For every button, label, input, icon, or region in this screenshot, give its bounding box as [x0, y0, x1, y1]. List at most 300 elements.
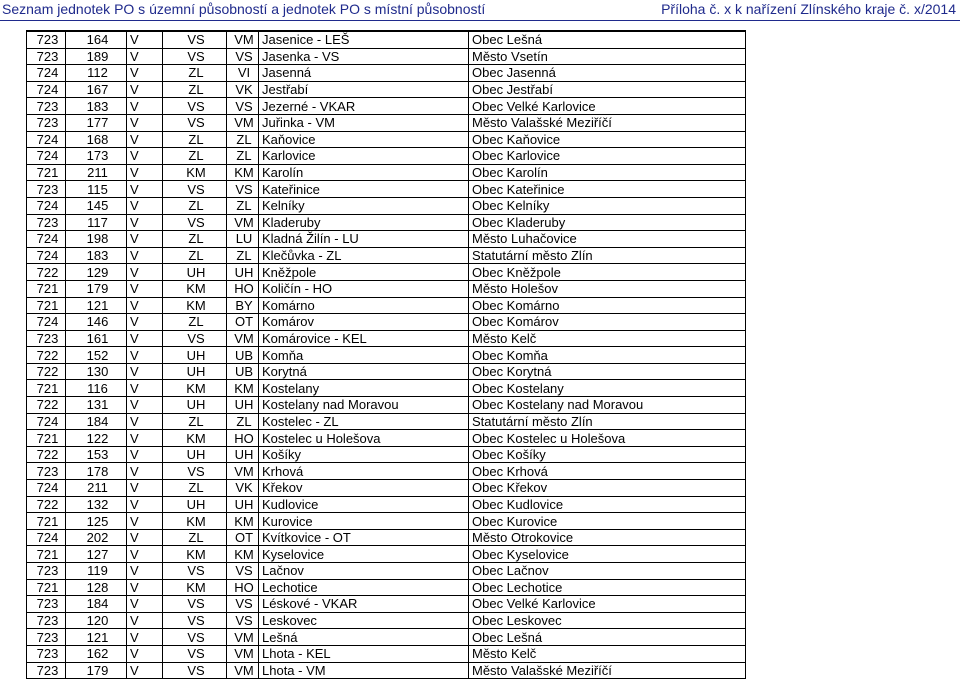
table-cell: 189: [66, 48, 127, 65]
table-cell: KM: [163, 297, 227, 314]
table-row: [27, 612, 746, 629]
table-row: [27, 280, 746, 297]
table-cell: UH: [163, 264, 227, 281]
table-cell: Kudlovice: [259, 496, 469, 513]
table-row: [27, 380, 746, 397]
table-cell: OT: [227, 529, 259, 546]
table-cell: ZL: [163, 81, 227, 98]
table-cell: Obec Kostelany: [469, 380, 746, 397]
table-row: [27, 446, 746, 463]
table-cell: Leskovec: [259, 612, 469, 629]
table-cell: 116: [66, 380, 127, 397]
table-cell: 723: [27, 181, 66, 198]
table-row: [27, 164, 746, 181]
table-cell: 131: [66, 397, 127, 414]
table-cell: V: [127, 463, 163, 480]
table-cell: VS: [227, 48, 259, 65]
table-cell: ZL: [163, 231, 227, 248]
table-cell: Obec Karlovice: [469, 148, 746, 165]
table-cell: Korytná: [259, 363, 469, 380]
table-cell: Obec Kudlovice: [469, 496, 746, 513]
table-cell: Kostelec - ZL: [259, 413, 469, 430]
table-cell: Obec Křekov: [469, 480, 746, 497]
table-cell: VM: [227, 31, 259, 48]
table-cell: Obec Komárov: [469, 314, 746, 331]
table-cell: Jasenná: [259, 65, 469, 82]
table-cell: V: [127, 48, 163, 65]
table-cell: ZL: [163, 247, 227, 264]
table-cell: ZL: [163, 197, 227, 214]
table-cell: 723: [27, 563, 66, 580]
table-cell: Město Otrokovice: [469, 529, 746, 546]
table-cell: 722: [27, 446, 66, 463]
table-cell: Město Valašské Meziříčí: [469, 114, 746, 131]
table-cell: 130: [66, 363, 127, 380]
table-cell: 724: [27, 480, 66, 497]
table-row: [27, 579, 746, 596]
table-cell: KM: [227, 380, 259, 397]
table-cell: 721: [27, 579, 66, 596]
table-cell: Klečůvka - ZL: [259, 247, 469, 264]
table-cell: V: [127, 629, 163, 646]
table-cell: KM: [163, 546, 227, 563]
table-cell: 723: [27, 612, 66, 629]
table-cell: Obec Kněžpole: [469, 264, 746, 281]
table-cell: HO: [227, 579, 259, 596]
table-cell: Kladná Žilín - LU: [259, 231, 469, 248]
table-cell: 722: [27, 397, 66, 414]
table-cell: Obec Jasenná: [469, 65, 746, 82]
table-cell: 723: [27, 463, 66, 480]
table-cell: Jestřabí: [259, 81, 469, 98]
table-cell: ZL: [227, 148, 259, 165]
table-cell: KM: [163, 579, 227, 596]
table-cell: Obec Kateřinice: [469, 181, 746, 198]
table-cell: VK: [227, 81, 259, 98]
table-cell: VM: [227, 463, 259, 480]
table-cell: Obec Kladeruby: [469, 214, 746, 231]
table-cell: V: [127, 264, 163, 281]
table-cell: V: [127, 98, 163, 115]
table-row: [27, 197, 746, 214]
table-cell: KM: [227, 513, 259, 530]
table-cell: Karolín: [259, 164, 469, 181]
table-row: [27, 496, 746, 513]
table-cell: Lačnov: [259, 563, 469, 580]
table-cell: Kelníky: [259, 197, 469, 214]
table-cell: Léskové - VKAR: [259, 596, 469, 613]
table-cell: VM: [227, 645, 259, 662]
table-cell: 724: [27, 131, 66, 148]
table-cell: 723: [27, 645, 66, 662]
table-cell: 721: [27, 513, 66, 530]
table-cell: UH: [163, 347, 227, 364]
table-cell: Město Kelč: [469, 330, 746, 347]
table-cell: ZL: [163, 413, 227, 430]
table-cell: Obec Kostelec u Holešova: [469, 430, 746, 447]
table-cell: VS: [227, 181, 259, 198]
table-cell: Lhota - KEL: [259, 645, 469, 662]
table-cell: 724: [27, 413, 66, 430]
table-cell: VM: [227, 662, 259, 679]
table-cell: VS: [227, 596, 259, 613]
table-cell: ZL: [227, 247, 259, 264]
table-row: [27, 413, 746, 430]
table-cell: VS: [163, 48, 227, 65]
table-cell: UH: [163, 397, 227, 414]
table-cell: UH: [163, 496, 227, 513]
table-cell: 121: [66, 297, 127, 314]
table-cell: Kladeruby: [259, 214, 469, 231]
table-cell: ZL: [163, 480, 227, 497]
table-cell: VS: [227, 98, 259, 115]
table-cell: VS: [163, 612, 227, 629]
table-cell: V: [127, 65, 163, 82]
table-cell: Obec Komňa: [469, 347, 746, 364]
table-cell: Jasenice - LEŠ: [259, 31, 469, 48]
table-cell: 723: [27, 31, 66, 48]
table-cell: 724: [27, 247, 66, 264]
header-divider: [0, 20, 960, 21]
table-cell: VM: [227, 629, 259, 646]
table-cell: VK: [227, 480, 259, 497]
table-cell: ZL: [163, 529, 227, 546]
table-cell: V: [127, 31, 163, 48]
table-cell: 153: [66, 446, 127, 463]
table-cell: 129: [66, 264, 127, 281]
table-cell: VS: [163, 31, 227, 48]
table-cell: KM: [163, 280, 227, 297]
table-cell: VM: [227, 214, 259, 231]
table-cell: 128: [66, 579, 127, 596]
table-row: [27, 297, 746, 314]
table-cell: Jezerné - VKAR: [259, 98, 469, 115]
table-cell: Obec Jestřabí: [469, 81, 746, 98]
table-cell: Komňa: [259, 347, 469, 364]
table-cell: 198: [66, 231, 127, 248]
table-cell: VS: [163, 596, 227, 613]
table-cell: Juřinka - VM: [259, 114, 469, 131]
table-row: [27, 181, 746, 198]
table-row: [27, 629, 746, 646]
table-cell: 723: [27, 629, 66, 646]
table-cell: ZL: [227, 413, 259, 430]
table-cell: 119: [66, 563, 127, 580]
table-cell: 184: [66, 413, 127, 430]
table-cell: VS: [227, 563, 259, 580]
table-cell: VS: [163, 98, 227, 115]
table-cell: 721: [27, 546, 66, 563]
table-cell: 132: [66, 496, 127, 513]
table-cell: V: [127, 363, 163, 380]
table-cell: Obec Korytná: [469, 363, 746, 380]
table-cell: VS: [163, 114, 227, 131]
table-cell: KM: [163, 380, 227, 397]
table-row: [27, 214, 746, 231]
table-cell: 168: [66, 131, 127, 148]
table-cell: 723: [27, 662, 66, 679]
table-cell: 721: [27, 430, 66, 447]
table-cell: VS: [163, 181, 227, 198]
table-row: [27, 596, 746, 613]
table-cell: V: [127, 430, 163, 447]
table-cell: 177: [66, 114, 127, 131]
table-cell: V: [127, 546, 163, 563]
table-cell: 724: [27, 314, 66, 331]
table-row: [27, 513, 746, 530]
table-cell: 152: [66, 347, 127, 364]
table-cell: UH: [227, 496, 259, 513]
header-annex-label: Příloha č. x k nařízení Zlínského kraje č. x/2014: [661, 1, 956, 17]
table-cell: V: [127, 380, 163, 397]
table-cell: Kněžpole: [259, 264, 469, 281]
table-cell: 724: [27, 231, 66, 248]
table-cell: 722: [27, 264, 66, 281]
table-cell: ZL: [227, 131, 259, 148]
table-cell: KM: [227, 546, 259, 563]
table-cell: UB: [227, 347, 259, 364]
table-cell: Obec Komárno: [469, 297, 746, 314]
table-cell: Jasenka - VS: [259, 48, 469, 65]
table-cell: 211: [66, 480, 127, 497]
table-cell: Obec Kaňovice: [469, 131, 746, 148]
table-cell: HO: [227, 280, 259, 297]
table-cell: Obec Kyselovice: [469, 546, 746, 563]
table-cell: VI: [227, 65, 259, 82]
table-row: [27, 48, 746, 65]
table-row: [27, 264, 746, 281]
table-cell: 722: [27, 496, 66, 513]
table-cell: Kateřinice: [259, 181, 469, 198]
table-cell: Košíky: [259, 446, 469, 463]
table-cell: VS: [163, 645, 227, 662]
units-table-body: [27, 31, 746, 679]
table-row: [27, 563, 746, 580]
table-cell: V: [127, 81, 163, 98]
table-cell: 722: [27, 363, 66, 380]
table-cell: V: [127, 148, 163, 165]
table-cell: Kostelec u Holešova: [259, 430, 469, 447]
table-cell: 115: [66, 181, 127, 198]
table-cell: V: [127, 645, 163, 662]
table-cell: 121: [66, 629, 127, 646]
table-cell: V: [127, 563, 163, 580]
table-cell: 179: [66, 280, 127, 297]
table-cell: ZL: [163, 131, 227, 148]
table-cell: VS: [163, 330, 227, 347]
table-cell: Količín - HO: [259, 280, 469, 297]
table-cell: Město Luhačovice: [469, 231, 746, 248]
table-cell: Město Kelč: [469, 645, 746, 662]
table-cell: 724: [27, 148, 66, 165]
table-cell: Kurovice: [259, 513, 469, 530]
table-cell: V: [127, 662, 163, 679]
table-cell: V: [127, 347, 163, 364]
table-cell: 145: [66, 197, 127, 214]
table-cell: VS: [163, 629, 227, 646]
table-cell: Obec Kostelany nad Moravou: [469, 397, 746, 414]
table-cell: Obec Velké Karlovice: [469, 98, 746, 115]
table-cell: 125: [66, 513, 127, 530]
table-cell: V: [127, 529, 163, 546]
table-cell: V: [127, 496, 163, 513]
table-cell: VS: [163, 563, 227, 580]
table-row: [27, 430, 746, 447]
table-cell: 723: [27, 114, 66, 131]
table-cell: OT: [227, 314, 259, 331]
table-cell: Obec Leskovec: [469, 612, 746, 629]
page-header: [0, 0, 960, 22]
table-cell: V: [127, 164, 163, 181]
table-cell: 161: [66, 330, 127, 347]
table-cell: V: [127, 114, 163, 131]
table-cell: V: [127, 314, 163, 331]
table-cell: 721: [27, 164, 66, 181]
table-cell: KM: [163, 513, 227, 530]
table-cell: Kvítkovice - OT: [259, 529, 469, 546]
table-cell: VS: [227, 612, 259, 629]
table-row: [27, 131, 746, 148]
table-cell: 173: [66, 148, 127, 165]
table-row: [27, 114, 746, 131]
table-cell: V: [127, 280, 163, 297]
table-row: [27, 81, 746, 98]
table-cell: UH: [227, 264, 259, 281]
table-cell: V: [127, 397, 163, 414]
table-cell: V: [127, 612, 163, 629]
table-cell: 184: [66, 596, 127, 613]
table-row: [27, 662, 746, 679]
table-cell: KM: [227, 164, 259, 181]
table-cell: 211: [66, 164, 127, 181]
table-cell: VS: [163, 662, 227, 679]
table-cell: 127: [66, 546, 127, 563]
table-row: [27, 363, 746, 380]
table-cell: UB: [227, 363, 259, 380]
table-cell: Obec Krhová: [469, 463, 746, 480]
table-cell: Kostelany nad Moravou: [259, 397, 469, 414]
table-row: [27, 645, 746, 662]
table-cell: V: [127, 330, 163, 347]
table-row: [27, 31, 746, 48]
table-cell: Kostelany: [259, 380, 469, 397]
table-row: [27, 231, 746, 248]
table-cell: 721: [27, 280, 66, 297]
table-cell: Obec Karolín: [469, 164, 746, 181]
table-cell: 179: [66, 662, 127, 679]
table-cell: VS: [163, 463, 227, 480]
table-cell: 723: [27, 98, 66, 115]
table-cell: 120: [66, 612, 127, 629]
table-cell: V: [127, 297, 163, 314]
table-cell: 167: [66, 81, 127, 98]
units-table: [26, 30, 746, 679]
table-row: [27, 529, 746, 546]
table-cell: 162: [66, 645, 127, 662]
table-cell: ZL: [163, 65, 227, 82]
table-cell: Statutární město Zlín: [469, 247, 746, 264]
table-cell: Lešná: [259, 629, 469, 646]
table-cell: Obec Kurovice: [469, 513, 746, 530]
table-cell: V: [127, 413, 163, 430]
table-cell: UH: [163, 446, 227, 463]
table-cell: Krhová: [259, 463, 469, 480]
table-cell: 178: [66, 463, 127, 480]
table-cell: 112: [66, 65, 127, 82]
table-cell: V: [127, 181, 163, 198]
table-cell: Město Vsetín: [469, 48, 746, 65]
table-cell: Karlovice: [259, 148, 469, 165]
table-cell: ZL: [163, 148, 227, 165]
table-cell: KM: [163, 430, 227, 447]
table-cell: 724: [27, 65, 66, 82]
table-cell: ZL: [227, 197, 259, 214]
table-cell: V: [127, 131, 163, 148]
table-cell: V: [127, 579, 163, 596]
table-cell: 122: [66, 430, 127, 447]
table-cell: 146: [66, 314, 127, 331]
table-cell: HO: [227, 430, 259, 447]
table-row: [27, 480, 746, 497]
table-cell: Kaňovice: [259, 131, 469, 148]
table-cell: V: [127, 480, 163, 497]
table-cell: 724: [27, 197, 66, 214]
table-cell: V: [127, 197, 163, 214]
table-cell: 723: [27, 48, 66, 65]
table-cell: VM: [227, 330, 259, 347]
table-row: [27, 65, 746, 82]
table-cell: Křekov: [259, 480, 469, 497]
table-cell: 721: [27, 380, 66, 397]
table-cell: ZL: [163, 314, 227, 331]
table-cell: KM: [163, 164, 227, 181]
table-cell: V: [127, 596, 163, 613]
table-cell: Obec Kelníky: [469, 197, 746, 214]
table-cell: Lhota - VM: [259, 662, 469, 679]
table-row: [27, 463, 746, 480]
table-row: [27, 347, 746, 364]
table-cell: 723: [27, 596, 66, 613]
table-cell: V: [127, 247, 163, 264]
table-cell: Obec Lačnov: [469, 563, 746, 580]
table-cell: 723: [27, 330, 66, 347]
table-cell: Komárovice - KEL: [259, 330, 469, 347]
table-row: [27, 247, 746, 264]
table-cell: Obec Košíky: [469, 446, 746, 463]
table-cell: 722: [27, 347, 66, 364]
table-row: [27, 546, 746, 563]
table-row: [27, 98, 746, 115]
table-cell: BY: [227, 297, 259, 314]
table-row: [27, 148, 746, 165]
table-cell: 183: [66, 247, 127, 264]
table-cell: 723: [27, 214, 66, 231]
table-cell: 183: [66, 98, 127, 115]
table-cell: Město Valašské Meziříčí: [469, 662, 746, 679]
table-cell: UH: [227, 397, 259, 414]
table-row: [27, 314, 746, 331]
table-cell: Obec Lechotice: [469, 579, 746, 596]
table-cell: 164: [66, 31, 127, 48]
table-cell: V: [127, 513, 163, 530]
table-row: [27, 397, 746, 414]
table-cell: V: [127, 446, 163, 463]
table-cell: UH: [227, 446, 259, 463]
table-cell: 117: [66, 214, 127, 231]
table-cell: Obec Lešná: [469, 31, 746, 48]
table-cell: Komárno: [259, 297, 469, 314]
table-cell: Kyselovice: [259, 546, 469, 563]
